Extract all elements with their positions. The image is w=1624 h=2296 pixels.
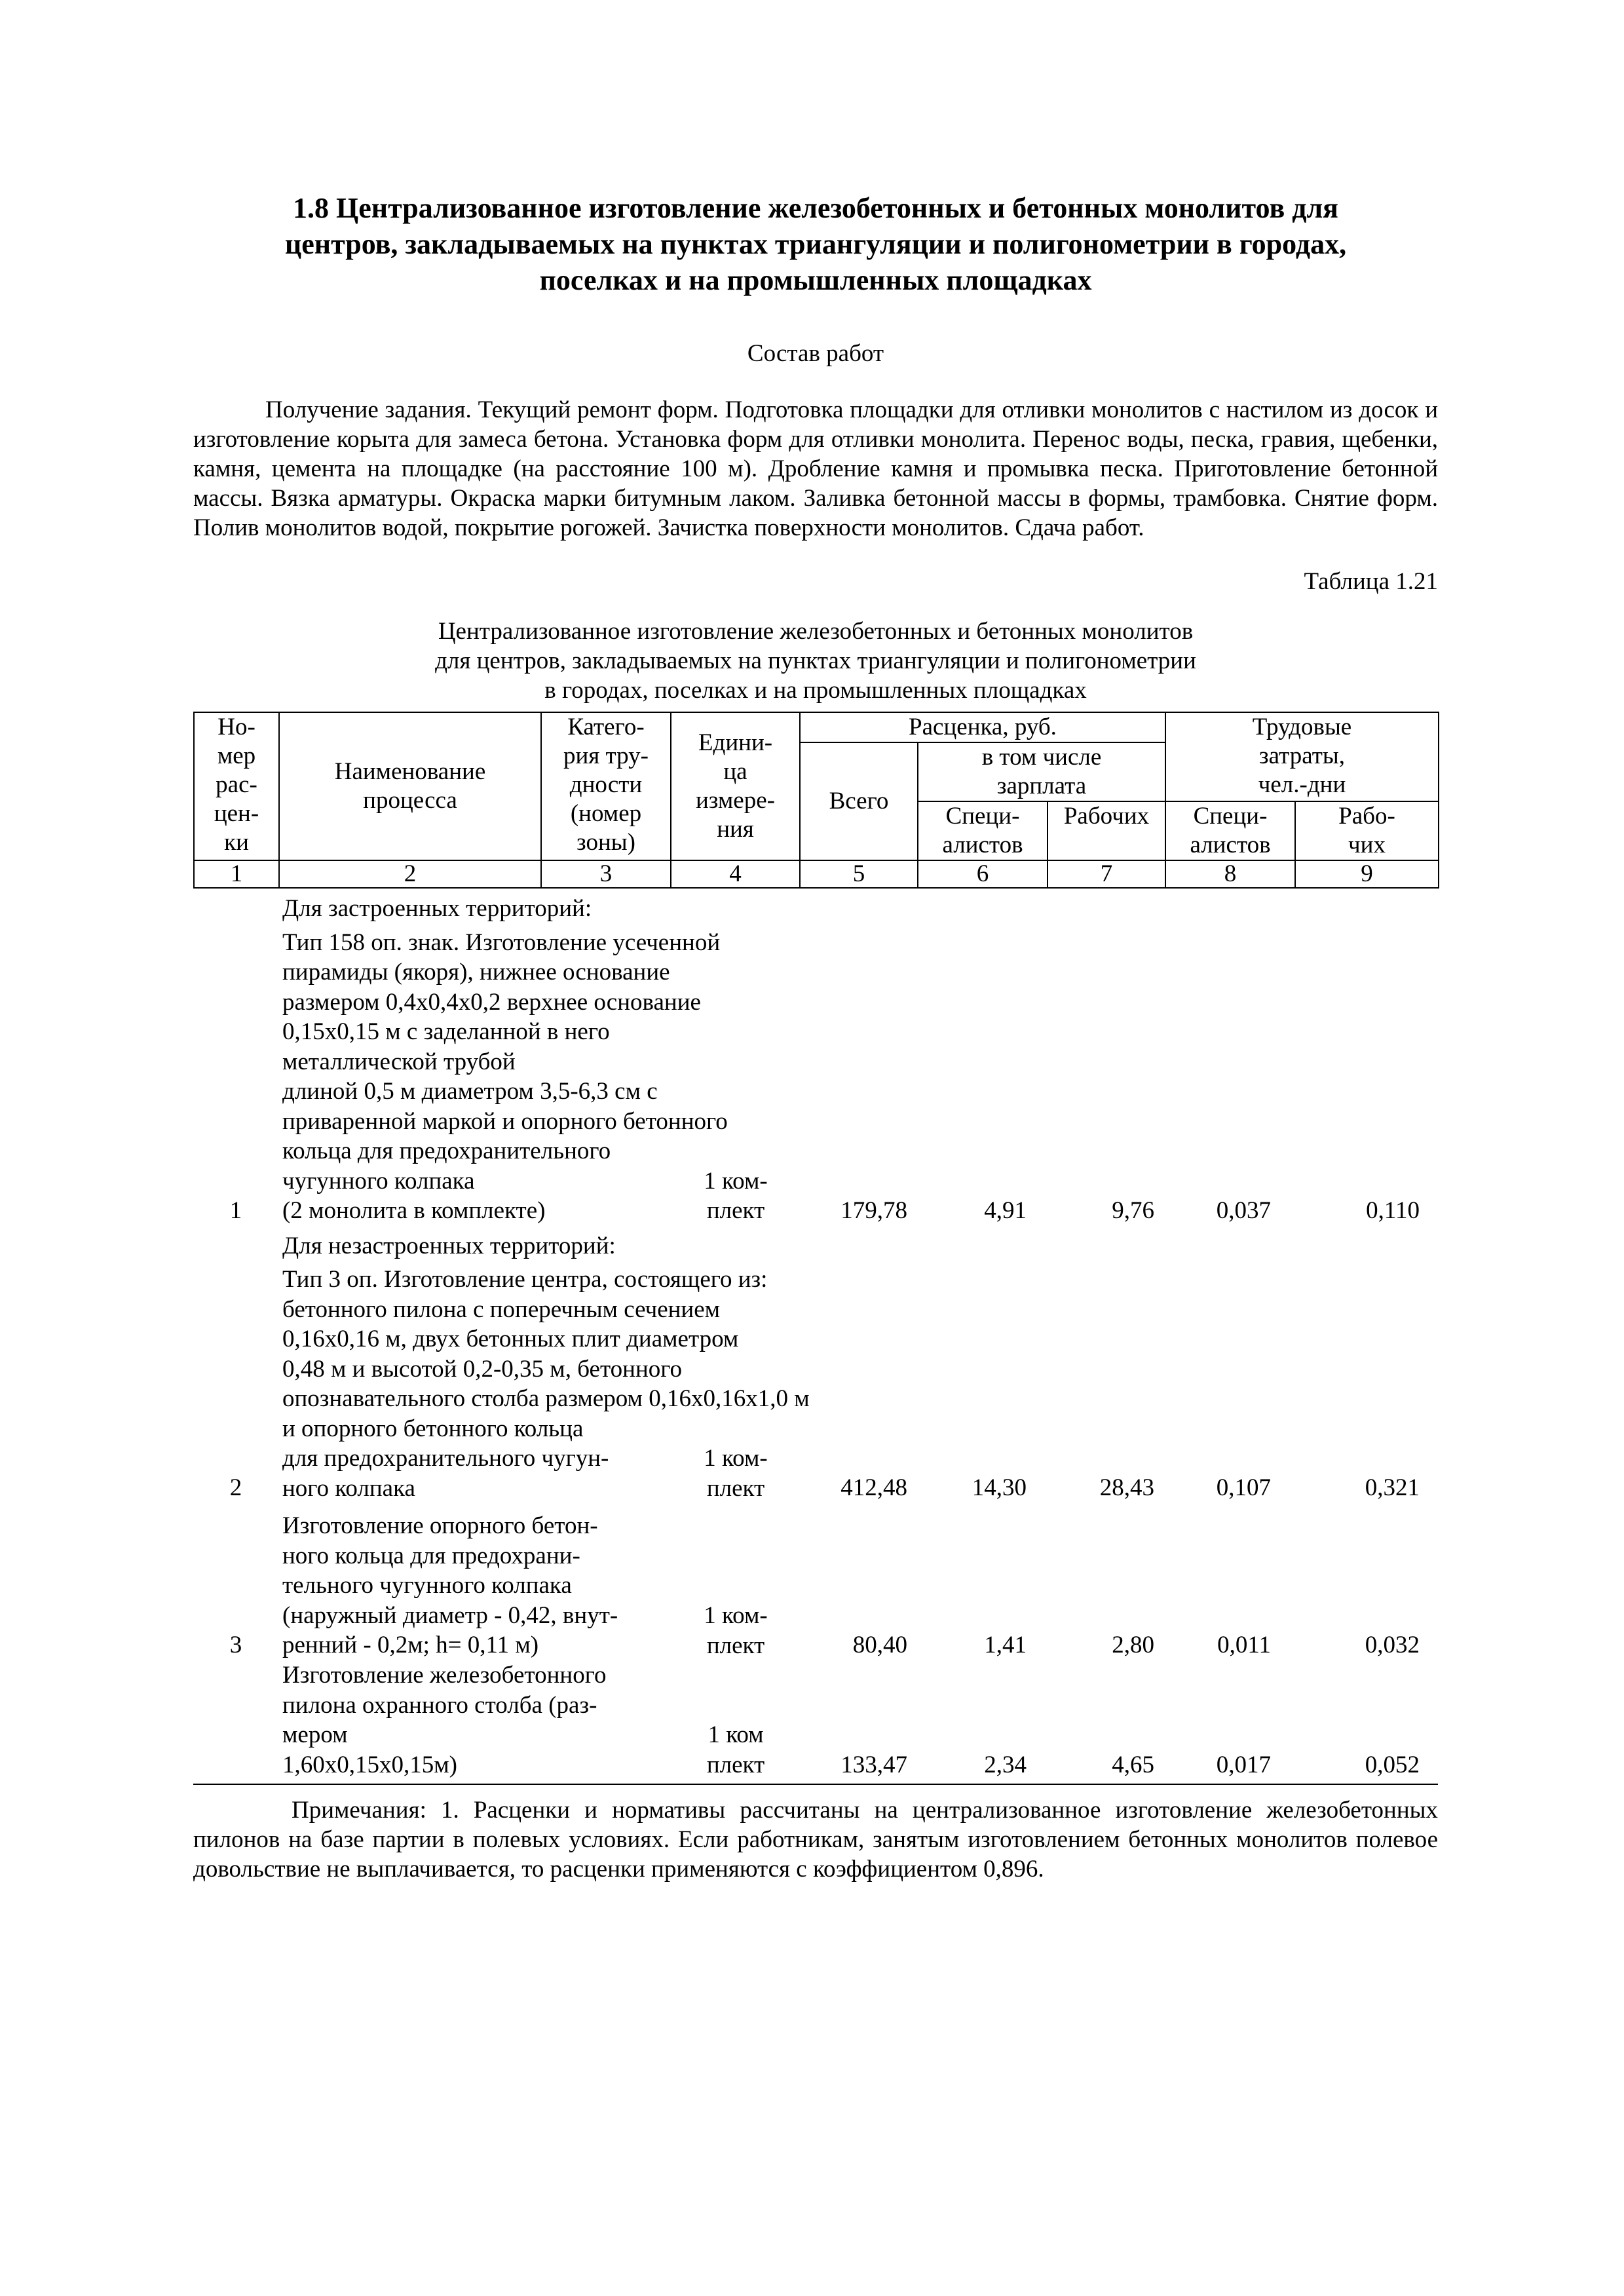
unit-of-measure: 1 ком плект — [706, 1721, 765, 1778]
labor-workers: 0,110 — [1366, 1196, 1420, 1224]
col-header-rate: Расценка, руб. — [800, 712, 1165, 742]
process-name: Тип 158 оп. знак. Изготовление усеченной пирамиды (якоря), нижнее основание размером 0,4х0,4х0,2 верхнее основание 0,15х0,15 м с заделанной в него металлической трубой длиной 0,5 м диаметром 3,5-6,3 см с приваренной маркой и опорного бетонного кольца для предохранительного чугунного колпака (2 монолита в комплекте) — [282, 928, 728, 1224]
col-header-labor: Трудовые затраты, чел.-дни — [1165, 712, 1439, 801]
col-header-labor-specialists: Специ- алистов — [1165, 801, 1295, 860]
column-number: 9 — [1295, 860, 1439, 888]
salary-specialists: 14,30 — [972, 1474, 1027, 1501]
heading-line-3: поселках и на промышленных площадках — [539, 264, 1092, 296]
group-label-text: Для незастроенных территорий: — [282, 1232, 616, 1259]
column-number: 3 — [541, 860, 671, 888]
col-header-number: Но- мер рас- цен- ки — [194, 712, 279, 860]
table-row — [193, 928, 1438, 1226]
rate-number: 1 — [229, 1196, 242, 1224]
column-numbers-row — [194, 860, 1439, 888]
salary-workers: 28,43 — [1099, 1474, 1154, 1501]
work-composition-text: Получение задания. Текущий ремонт форм. Подготовка площадки для отливки монолитов с настилом из досок и изготовление корыта для замеса бетона. Установка форм для отливки монолита. Перенос воды, песка, гравия, щебенки, камня, цемента на площадке (на расстояние 100 м). Дробление камня и промывка песка. Приготовление бетонной массы. Вязка арматуры. Окраска марки битумным лаком. Заливка бетонной массы в формы, трамбовка. Снятие форм. Полив монолитов водой, покрытие рогожей. Зачистка поверхности монолитов. Сдача работ. — [193, 396, 1438, 541]
caption-line-2: для центров, закладываемых на пунктах триангуляции и полигонометрии — [435, 647, 1196, 674]
labor-specialists: 0,017 — [1216, 1751, 1271, 1778]
table-row — [193, 1511, 1438, 1660]
work-composition-title: Состав работ — [747, 340, 884, 367]
rates-table-header — [193, 712, 1439, 889]
salary-specialists: 2,34 — [984, 1751, 1027, 1778]
col-header-unit: Едини- ца измере- ния — [671, 712, 800, 860]
column-number: 4 — [671, 860, 800, 888]
labor-specialists: 0,107 — [1216, 1474, 1271, 1501]
col-header-including: в том числе зарплата — [918, 742, 1165, 801]
table-row — [193, 1265, 1438, 1503]
heading-line-1: 1.8 Централизованное изготовление железобетонных и бетонных монолитов для — [293, 192, 1338, 224]
process-name: Изготовление опорного бетон- ного кольца для предохрани- тельного чугунного колпака (наружный диаметр - 0,42, внут- ренний - 0,2м; h= 0,11 м) — [282, 1512, 618, 1658]
rate-total: 133,47 — [840, 1751, 907, 1778]
group-label-text: Для застроенных территорий: — [282, 895, 592, 922]
rate-total: 412,48 — [840, 1474, 907, 1501]
group-label-unbuilt — [193, 1231, 1438, 1261]
rates-table-body — [193, 894, 1438, 1884]
unit-of-measure: 1 ком- плект — [704, 1602, 768, 1659]
rate-number: 3 — [229, 1632, 242, 1658]
caption-line-3: в городах, поселках и на промышленных площадках — [544, 677, 1087, 704]
labor-workers: 0,032 — [1365, 1632, 1420, 1658]
col-header-total: Всего — [800, 742, 918, 860]
group-label-built — [193, 894, 1438, 924]
salary-specialists: 4,91 — [984, 1196, 1027, 1224]
labor-workers: 0,321 — [1365, 1474, 1420, 1501]
column-number: 2 — [279, 860, 541, 888]
caption-line-1: Централизованное изготовление железобетонных и бетонных монолитов — [438, 618, 1194, 645]
process-name: Изготовление железобетонного пилона охранного столба (раз- мером 1,60х0,15х0,15м) — [282, 1662, 607, 1778]
column-number: 1 — [194, 860, 279, 888]
labor-workers: 0,052 — [1365, 1751, 1420, 1778]
section-heading — [193, 190, 1438, 298]
column-number: 7 — [1048, 860, 1165, 888]
col-header-name: Наименование процесса — [279, 712, 541, 860]
rate-total: 179,78 — [840, 1196, 907, 1224]
page — [193, 190, 1438, 1908]
col-header-labor-workers: Рабо- чих — [1295, 801, 1439, 860]
salary-workers: 2,80 — [1112, 1632, 1154, 1658]
rate-number: 2 — [229, 1474, 242, 1501]
table-row — [193, 1660, 1438, 1780]
unit-of-measure: 1 ком- плект — [704, 1445, 768, 1502]
col-header-category: Катего- рия тру- дности (номер зоны) — [541, 712, 671, 860]
labor-specialists: 0,011 — [1217, 1632, 1271, 1658]
col-header-specialists: Специ- алистов — [918, 801, 1048, 860]
heading-line-2: центров, закладываемых на пунктах триангуляции и полигонометрии в городах, — [284, 228, 1347, 260]
table-number: Таблица 1.21 — [1304, 568, 1438, 595]
salary-workers: 4,65 — [1112, 1751, 1154, 1778]
salary-specialists: 1,41 — [984, 1632, 1027, 1658]
column-number: 8 — [1165, 860, 1295, 888]
table-caption — [193, 617, 1438, 705]
column-number: 6 — [918, 860, 1048, 888]
table-bottom-rule — [193, 1784, 1438, 1785]
unit-of-measure: 1 ком- плект — [704, 1167, 768, 1224]
column-number: 5 — [800, 860, 918, 888]
salary-workers: 9,76 — [1112, 1196, 1154, 1224]
labor-specialists: 0,037 — [1216, 1196, 1271, 1224]
table-notes: Примечания: 1. Расценки и нормативы рассчитаны на централизованное изготовление железобетонных пилонов на базе партии в полевых условиях. Если работникам, занятым изготовлением бетонных монолитов полевое довольствие не выплачивается, то расценки применяются с коэффициентом 0,896. — [193, 1797, 1438, 1883]
process-name: Тип 3 оп. Изготовление центра, состоящего из: бетонного пилона с поперечным сечением 0,16х0,16 м, двух бетонных плит диаметром 0,48 м и высотой 0,2-0,35 м, бетонного опознавательного столба размером 0,16х0,16х1,0 м и опорного бетонного кольца для предохранительного чугун- ного колпака — [282, 1266, 810, 1502]
col-header-workers: Рабочих — [1048, 801, 1165, 860]
rate-total: 80,40 — [852, 1632, 907, 1658]
